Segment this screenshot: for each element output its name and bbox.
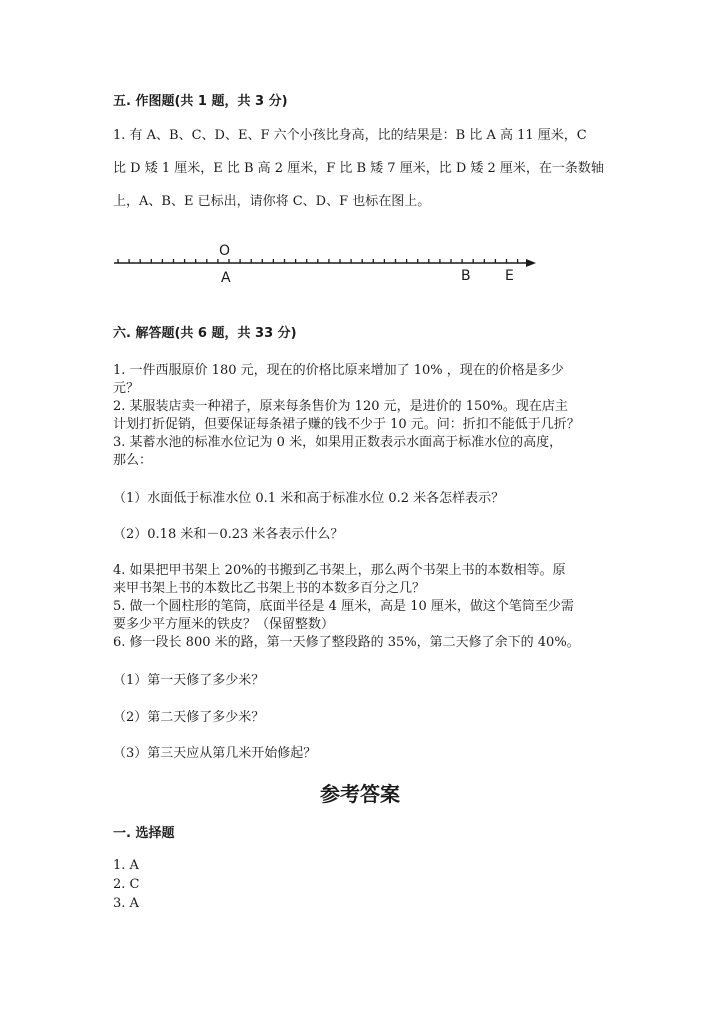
answer-item: 2. C [113, 877, 140, 892]
section6-line: 计划打折促销，但要保证每条裙子赚的钱不少于 10 元。问：折扣不能低于几折？ [113, 417, 580, 432]
number-line-label-b: B [461, 268, 471, 284]
answer-item: 3. A [113, 896, 139, 911]
answers-title: 参考答案 [320, 782, 400, 806]
section6-line: 6. 修一段长 800 米的路，第一天修了整段路的 35%，第二天修了余下的 40%。 [113, 635, 580, 650]
number-line-label-e: E [505, 268, 514, 284]
section6-heading: 六. 解答题(共 6 题，共 33 分) [113, 326, 297, 341]
section6-q3-sub1: （1）水面低于标准水位 0.1 米和高于标准水位 0.2 米各怎样表示？ [113, 491, 505, 506]
answers-section1-heading: 一. 选择题 [113, 826, 175, 841]
section6-q6-sub3: （3）第三天应从第几米开始修起？ [113, 746, 317, 761]
section6-line: 2. 某服装店卖一种裙子，原来每条售价为 120 元，是进价的 150%。现在店主 [113, 399, 568, 414]
section6-line: 5. 做一个圆柱形的笔筒，底面半径是 4 厘米，高是 10 厘米，做这个笔筒至少需 [113, 599, 574, 614]
section6-q6-sub1: （1）第一天修了多少米？ [113, 673, 265, 688]
section5-q1-line1: 1. 有 A、B、C、D、E、F 六个小孩比身高，比的结果是：B 比 A 高 11 厘米，C [113, 128, 587, 143]
section5-heading: 五. 作图题(共 1 题，共 3 分) [113, 94, 288, 109]
section5-q1-line3: 上，A、B、E 已标出，请你将 C、D、F 也标在图上。 [113, 194, 431, 209]
section6-line: 那么： [113, 453, 153, 468]
section6-line: 要多少平方厘米的铁皮？（保留整数） [113, 617, 335, 632]
section6-q6-sub2: （2）第二天修了多少米？ [113, 710, 265, 725]
section6-line: 来甲书架上书的本数比乙书架上书的本数多百分之几？ [113, 581, 426, 596]
number-line-label-a: A [221, 270, 231, 286]
section6-line: 1. 一件西服原价 180 元，现在的价格比原来增加了 10% ，现在的价格是多少 [113, 363, 564, 378]
section5-q1-line2: 比 D 矮 1 厘米，E 比 B 高 2 厘米，F 比 B 矮 7 厘米，比 D 矮 2 厘米，在一条数轴 [113, 161, 604, 176]
number-line-arrow [526, 259, 536, 267]
section6-line: 元？ [113, 381, 140, 396]
number-line-origin-label: O [219, 243, 231, 259]
answer-item: 1. A [113, 858, 139, 873]
number-line [0, 230, 720, 290]
section6-q3-sub2: （2）0.18 米和－0.23 米各表示什么？ [113, 527, 344, 542]
section6-line: 3. 某蓄水池的标准水位记为 0 米，如果用正数表示水面高于标准水位的高度， [113, 435, 563, 450]
section6-line: 4. 如果把甲书架上 20%的书搬到乙书架上，那么两个书架上书的本数相等。原 [113, 563, 566, 578]
